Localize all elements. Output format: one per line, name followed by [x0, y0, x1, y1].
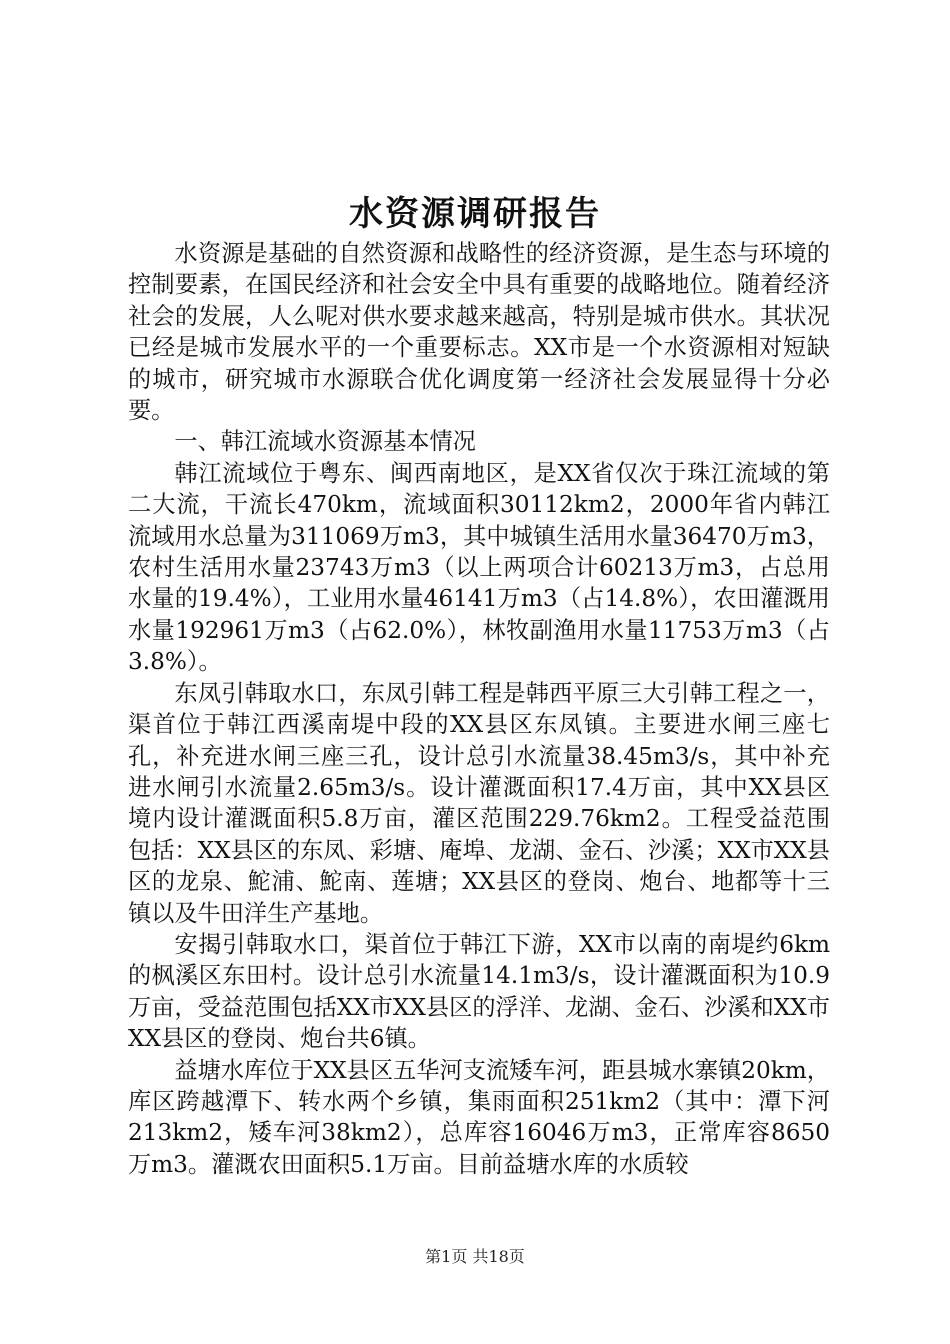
paragraph-han-river: 韩江流域位于粤东、闽西南地区，是XX省仅次于珠江流域的第二大流，干流长470km，流域面积30112km2，2000年省内韩江流域用水总量为311069万m3，其中城镇生活用水量36470万m3，农村生活用水量23743万m3（以上两项合计60213万m3，占总用水量的19.4%），工业用水量46141万m3（占14.8%），农田灌溉用水量192961万m3（占62.0%），林牧副渔用水量11753万m3（占3.8%）。 — [128, 459, 830, 676]
page-footer: 第1页 共18页 — [425, 1247, 525, 1266]
document-title: 水资源调研报告 — [349, 194, 601, 234]
paragraph-anjie-intake: 安揭引韩取水口，渠首位于韩江下游，XX市以南的南堤约6km的枫溪区东田村。设计总引水流量14.1m3/s，设计灌溉面积为10.9万亩，受益范围包括XX市XX县区的浮洋、龙湖、金石、沙溪和XX市XX县区的登岗、炮台共6镇。 — [128, 930, 830, 1053]
paragraph-yitang-reservoir: 益塘水库位于XX县区五华河支流矮车河，距县城水寨镇20km，库区跨越潭下、转水两个乡镇，集雨面积251km2（其中：潭下河213km2，矮车河38km2），总库容16046万m3，正常库容8650万m3。灌溉农田面积5.1万亩。目前益塘水库的水质较 — [128, 1056, 830, 1178]
paragraph-dongfeng-intake: 东凤引韩取水口，东凤引韩工程是韩西平原三大引韩工程之一，渠首位于韩江西溪南堤中段的XX县区东凤镇。主要进水闸三座七孔，补充进水闸三座三孔，设计总引水流量38.45m3/s，其中补充进水闸引水流量2.65m3/s。设计灌溉面积17.4万亩，其中XX县区境内设计灌溉面积5.8万亩，灌区范围229.76km2。工程受益范围包括：XX县区的东凤、彩塘、庵埠、龙湖、金石、沙溪；XX市XX县区的龙泉、鮀浦、鮀南、莲塘；XX县区的登岗、炮台、地都等十三镇以及牛田洋生产基地。 — [128, 679, 830, 927]
paragraph-intro: 水资源是基础的自然资源和战略性的经济资源，是生态与环境的控制要素，在国民经济和社会安全中具有重要的战略地位。随着经济社会的发展，人么呢对供水要求越来越高，特别是城市供水。其状况已经是城市发展水平的一个重要标志。XX市是一个水资源相对短缺的城市，研究城市水源联合优化调度第一经济社会发展显得十分必要。 — [128, 240, 830, 425]
section-heading-1: 一、韩江流域水资源基本情况 — [174, 428, 476, 456]
document-body — [128, 238, 830, 1180]
